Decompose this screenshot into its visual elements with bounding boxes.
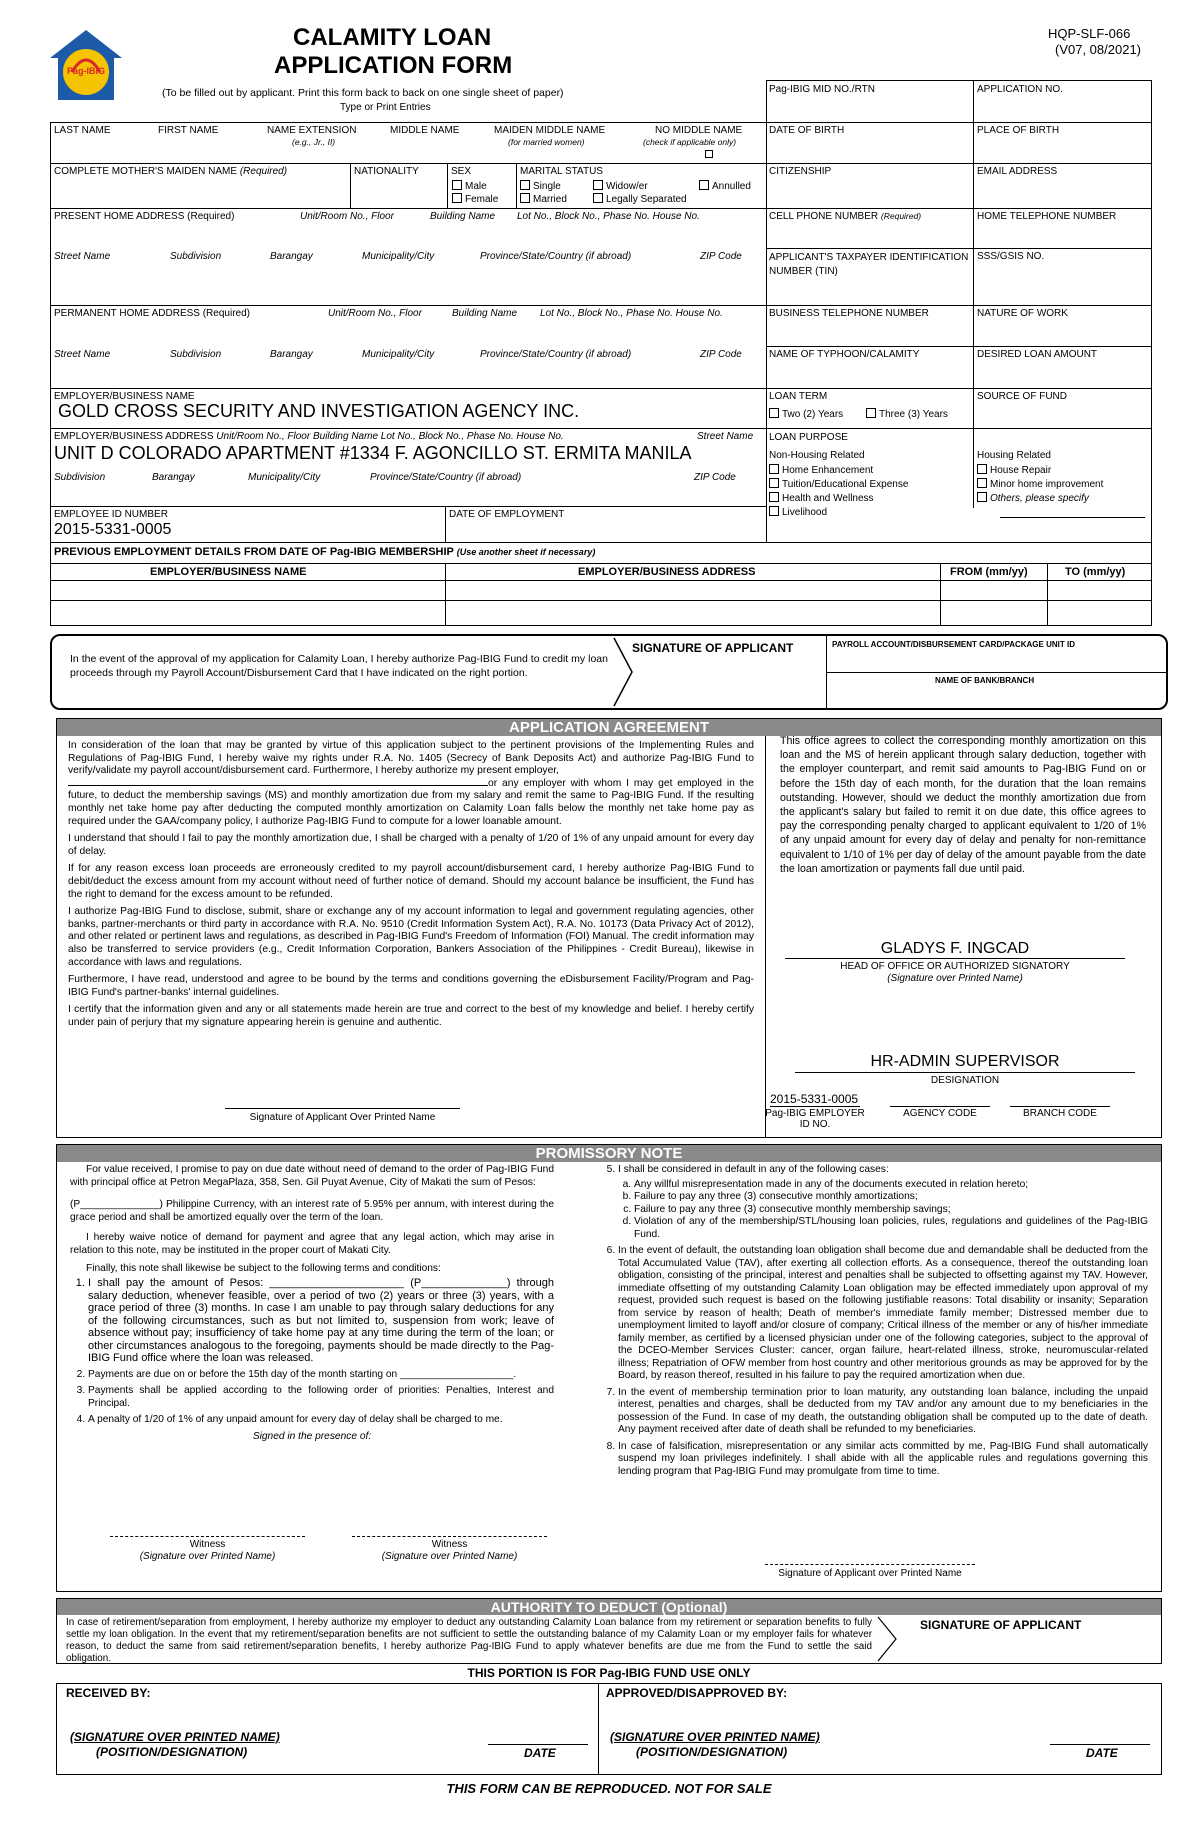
- permanent-subdivision-label: Subdivision: [170, 349, 222, 360]
- home-enhancement-label: Home Enhancement: [782, 465, 874, 476]
- agreement-p3: If for any reason excess loan proceeds are erroneously credited to my payroll account/disbursement card, I hereby authorize Pag-IBIG Fund to debit/deduct the excess amount from my account without need of further notice of demand. Should my account balance be insufficient, the Fund has the right to demand for the excess amount to be refunded.: [68, 863, 754, 900]
- received-signature-label: (SIGNATURE OVER PRINTED NAME): [70, 1730, 280, 1744]
- col-employer-address: EMPLOYER/BUSINESS ADDRESS: [578, 566, 756, 578]
- middle-name-label: MIDDLE NAME: [390, 125, 460, 136]
- application-no-label: APPLICATION NO.: [977, 84, 1063, 95]
- prev-employment-text: PREVIOUS EMPLOYMENT DETAILS FROM DATE OF Pag-IBIG MEMBERSHIP: [54, 546, 454, 558]
- nationality-label: NATIONALITY: [354, 166, 419, 177]
- footer-note: THIS FORM CAN BE REPRODUCED. NOT FOR SALE: [446, 1781, 772, 1796]
- permanent-barangay-label: Barangay: [270, 349, 313, 360]
- no-middle-checkbox[interactable]: [705, 150, 713, 158]
- employer-address-label: [54, 431, 564, 442]
- payroll-authorization-text: In the event of the approval of my application for Calamity Loan, I hereby authorize Pag-IBIG Fund to credit my loan proceeds through my Payroll Account/Disbursement Card that I have indicated on the right portion.: [70, 653, 608, 679]
- widower-option[interactable]: [593, 180, 648, 192]
- minor-improvement-option[interactable]: [977, 478, 1103, 490]
- permanent-address-label: PERMANENT HOME ADDRESS (Required): [54, 308, 250, 319]
- promissory-amount: (P______________) Philippine Currency, with an interest rate of 5.95% per annum, with interest during the grace period and shall be amortized equally over the term of the loan.: [70, 1199, 554, 1223]
- nature-work-label: NATURE OF WORK: [977, 308, 1068, 319]
- home-enhancement-option[interactable]: [769, 464, 873, 476]
- promissory-term-5: I shall be considered in default in any of the following cases:: [618, 1164, 889, 1175]
- others-option[interactable]: [977, 492, 1089, 504]
- office-agreement-text: This office agrees to collect the corresponding monthly amortization on this loan and the MS of herein applicant through salary deduction, together with the employer counterpart, and remit said amounts to Pag-IBIG Fund on or before the 15th day of each month, for the duration that the loan remains outstanding. However, should we deduct the monthly amortization due from the applicant's salary but failed to remit it on due date, this office agrees to pay the corresponding penalty charged to applicant equivalent to 1/20 of 1% of any unpaid amount for every day of delay and penalty for non-remittance equivalent to 1/10 of 1% per day of delay of the amount payable from the date the loan amortization or payments fall due until paid.: [780, 735, 1146, 875]
- agreement-p5: Furthermore, I have read, understood and agree to be bound by the terms and conditions governing the eDisbursement Facility/Program and Pag-IBIG Fund's partner-banks' internal guidelines.: [68, 974, 754, 998]
- maiden-middle-hint: (for married women): [508, 137, 585, 147]
- agreement-p6: I certify that the information given and any or all statements made herein are true and correct to the best of my knowledge and belief. I hereby certify under pain of perjury that my signature appearing herein is genuine and authentic.: [68, 1004, 754, 1028]
- marital-status-label: MARITAL STATUS: [520, 166, 603, 177]
- employer-name-value[interactable]: GOLD CROSS SECURITY AND INVESTIGATION AGENCY INC.: [58, 401, 580, 421]
- present-unit-label: Unit/Room No., Floor: [300, 211, 394, 222]
- name-extension-hint: (e.g., Jr., II): [292, 137, 336, 147]
- form-title-line2: APPLICATION FORM: [274, 52, 513, 79]
- no-middle-label: NO MIDDLE NAME: [655, 125, 743, 136]
- employer-address-parts: Unit/Room No., Floor Building Name Lot No., Block No., Phase No. House No.: [216, 431, 564, 442]
- typhoon-label: NAME OF TYPHOON/CALAMITY: [769, 349, 920, 360]
- payroll-account-label: PAYROLL ACCOUNT/DISBURSEMENT CARD/PACKAGE UNIT ID: [832, 640, 1075, 649]
- home-enhancement-checkbox[interactable]: [769, 464, 779, 474]
- col-to: [1065, 567, 1125, 578]
- health-label: Health and Wellness: [782, 493, 874, 504]
- fund-use-title: THIS PORTION IS FOR Pag-IBIG FUND USE ONLY: [467, 1666, 751, 1680]
- home-phone-label: HOME TELEPHONE NUMBER: [977, 211, 1117, 222]
- col-employer-name: EMPLOYER/BUSINESS NAME: [150, 566, 307, 578]
- authority-text: In case of retirement/separation from employment, I hereby authorize my employer to deduct any outstanding Calamity Loan balance from my retirement or separation benefits to fully settle my loan obligation. In the event that my retirement/separation benefits are not sufficient to settle the outstanding balance of my Calamity Loan or my employer fails for whatever reason, to deduct the same from said retirement/separation benefits, I hereby authorize Pag-IBIG Fund to apply whatever benefits are due me from the Fund to settle the said obligation.: [66, 1617, 872, 1664]
- received-position-label: (POSITION/DESIGNATION): [96, 1745, 248, 1759]
- approved-date-label: DATE: [1086, 1746, 1118, 1760]
- agreement-text-left: [68, 740, 754, 1034]
- present-zip-label: ZIP Code: [700, 251, 742, 262]
- employer-name-label: EMPLOYER/BUSINESS NAME: [54, 391, 195, 402]
- employer-barangay-label: Barangay: [152, 472, 195, 483]
- tuition-label: Tuition/Educational Expense: [782, 479, 909, 490]
- authority-signature-field[interactable]: [905, 1636, 1155, 1662]
- promissory-right: [600, 1164, 1148, 1482]
- prev-employment-row-2[interactable]: [51, 601, 1151, 625]
- minor-improvement-checkbox[interactable]: [977, 478, 987, 488]
- agreement-p1a: In consideration of the loan that may be granted by virtue of this application subject to the pertinent provisions of the Implementing Rules and Regulations of Pag-IBIG Fund, I hereby waive my rights under R.A. No. 1405 (Secrecy of Bank Deposits Act) and authorize Pag-IBIG Fund to verify/validate my payroll account/disbursement card. Furthermore, I hereby authorize my present employer,: [68, 740, 754, 777]
- mid-no-field[interactable]: [768, 96, 970, 120]
- male-checkbox[interactable]: [452, 180, 462, 190]
- agreement-p1b: or any employer with whom I may get employed: [488, 777, 722, 789]
- date-employment-label: DATE OF EMPLOYMENT: [449, 509, 565, 520]
- cell-phone-text: CELL PHONE NUMBER: [769, 211, 879, 222]
- email-label: EMAIL ADDRESS: [977, 166, 1058, 177]
- received-by-field[interactable]: [66, 1704, 586, 1730]
- legally-separated-option[interactable]: [593, 193, 687, 205]
- employer-address-text: EMPLOYER/BUSINESS ADDRESS: [54, 431, 214, 442]
- promissory-left: [70, 1164, 554, 1449]
- legally-separated-checkbox[interactable]: [593, 193, 603, 203]
- others-checkbox[interactable]: [977, 492, 987, 502]
- house-repair-label: House Repair: [990, 465, 1052, 476]
- employer-municipality-label: Municipality/City: [248, 472, 321, 483]
- sex-label: SEX: [451, 166, 472, 177]
- designation-label: DESIGNATION: [930, 1075, 1000, 1086]
- employer-street-label: Street Name: [697, 431, 754, 442]
- agreement-applicant-signature: Signature of Applicant Over Printed Name: [249, 1112, 436, 1123]
- no-middle-hint: (check if applicable only): [643, 137, 737, 147]
- authority-arrow-icon: [876, 1615, 898, 1663]
- promissory-term-6: 6. In the event of default, the outstanding loan obligation shall become due and demandable shall be deducted from the Total Accumulated Value (TAV), after exerting all collection efforts. As a consequence, thereof the outstanding loan obligation, consisting of the principal, interest and penalties shall be subjected to offsetting against my TAV. However, immediate offsetting of my outstanding Calamity Loan obligation may be effected immediately upon approval of my request, provided such request is based on the following justifiable reasons: Total disability or insanity; Separation from service by reason of health; Death of member's immediate family member; Distressed member due to unemployment limited to layoff and/or closure of company; Critical illness of the member or any of his/her immediate family member, as certified by a licensed physician under one of the following categories, subject to the approval of the DCEO-Member Services Cluster: cancer, organ failure, heart-related illness, stroke, neuromuscular-related illness; Repatriation of OFW member from host country and other meritorious grounds as may be approved for by the Board, by reason thereof, resulted in his failure to pay the required amortization when due.: [618, 1245, 1148, 1383]
- annulled-option[interactable]: [699, 180, 751, 192]
- promissory-applicant-signature: Signature of Applicant over Printed Name: [778, 1568, 962, 1579]
- permanent-building-label: Building Name: [452, 308, 518, 319]
- prev-employment-row-1[interactable]: [51, 581, 1151, 600]
- agency-code-label: AGENCY CODE: [903, 1108, 977, 1119]
- promissory-term-2: 2. Payments are due on or before the 15th day of the month starting on ____________________.: [88, 1369, 554, 1382]
- authority-signature-label: SIGNATURE OF APPLICANT: [920, 1618, 1082, 1632]
- livelihood-option[interactable]: [769, 506, 827, 518]
- livelihood-checkbox[interactable]: [769, 506, 779, 516]
- mid-no-label: Pag-IBIG MID NO./RTN: [769, 84, 875, 95]
- head-of-office-sub: (Signature over Printed Name): [887, 973, 1023, 984]
- agreement-p4: I authorize Pag-IBIG Fund to disclose, submit, share or exchange any of my account information to legal and government regulating agencies, other banks, partner-merchants or third party in accordance with R.A. No. 9510 (Credit Information System Act), R.A. No. 10173 (Data Privacy Act of 2012), and other related or pertinent laws and regulations, as described in Pag-IBIG Fund's Freedom of Information (FOI) Manual. The credit information may also be transferred to service providers (e.g., Credit Information Corporation, Bankers Association of the Philippines - Credit Bureau), likewise in accordance with laws and regulations.: [68, 906, 754, 968]
- employee-id-label: EMPLOYEE ID NUMBER: [54, 509, 168, 520]
- two-years-checkbox[interactable]: [769, 408, 779, 418]
- witness-2-label: Witness: [431, 1539, 468, 1550]
- promissory-finally: Finally, this note shall likewise be subject to the following terms and conditions:: [86, 1262, 441, 1274]
- promissory-intro: For value received, I promise to pay on due date without need of demand to the order of Pag-IBIG Fund with principal office at Petron MegaPlaza, 358, Sen. Gil Puyat Avenue, City of Makati the sum of Pesos:: [70, 1164, 554, 1188]
- others-label: Others, please specify: [990, 493, 1089, 504]
- permanent-municipality-label: Municipality/City: [362, 349, 435, 360]
- livelihood-label: Livelihood: [782, 507, 828, 518]
- sss-label: SSS/GSIS NO.: [977, 251, 1045, 262]
- widower-checkbox[interactable]: [593, 180, 603, 190]
- tuition-checkbox[interactable]: [769, 478, 779, 488]
- witness-2-sub: (Signature over Printed Name): [381, 1551, 518, 1562]
- instruction-text: (To be filled out by applicant. Print this form back to back on one single sheet of paper): [162, 87, 564, 99]
- three-years-label: Three (3) Years: [879, 409, 948, 420]
- name-extension-label: NAME EXTENSION: [267, 125, 357, 136]
- single-label: Single: [533, 181, 561, 192]
- two-years-option[interactable]: [769, 408, 843, 420]
- permanent-unit-label: Unit/Room No., Floor: [328, 308, 422, 319]
- married-checkbox[interactable]: [520, 193, 530, 203]
- payroll-signature-label: SIGNATURE OF APPLICANT: [632, 641, 794, 655]
- agreement-p1c: in the future, to deduct the membership savings (MS) and monthly amortization due from my salary and remit the same to Pag-IBIG Fund. If the resulting monthly net take home pay after deducting the computed monthly amortization on Calamity Loan falls below the monthly net take home pay as required under the GAA/company policy, I authorize Pag-IBIG Fund to compute for a lower loanable amount.: [68, 777, 754, 827]
- payroll-bank-label: NAME OF BANK/BRANCH: [935, 676, 1035, 685]
- employer-id-value[interactable]: 2015-5331-0005: [770, 1092, 859, 1106]
- sex-female-option[interactable]: [452, 193, 498, 205]
- employer-zip-label: ZIP Code: [694, 472, 736, 483]
- house-repair-checkbox[interactable]: [977, 464, 987, 474]
- prev-employment-label: [54, 547, 595, 558]
- promissory-term-8: 8. In case of falsification, misrepresentation or any similar acts committed by me, Pag-IBIG Fund shall automatically suspend my loan privileges indefinitely. I shall abide with all the applicable rules and regulations governing this lending program that Pag-IBIG Fund may promulgate from time to time.: [618, 1441, 1148, 1479]
- present-street-label: Street Name: [54, 251, 111, 262]
- promissory-title: PROMISSORY NOTE: [57, 1145, 1161, 1162]
- first-name-label: FIRST NAME: [158, 125, 219, 136]
- present-barangay-label: Barangay: [270, 251, 313, 262]
- permanent-street-label: Street Name: [54, 349, 111, 360]
- present-lot-label: Lot No., Block No., Phase No. House No.: [517, 211, 700, 222]
- permanent-province-label: Province/State/Country (if abroad): [480, 349, 632, 360]
- three-years-option[interactable]: [866, 408, 948, 420]
- payroll-signature-field[interactable]: [632, 660, 822, 705]
- employer-address-value[interactable]: UNIT D COLORADO APARTMENT #1334 F. AGONCILLO ST. ERMITA MANILA: [54, 443, 692, 463]
- mother-maiden-text: COMPLETE MOTHER'S MAIDEN NAME: [54, 166, 238, 177]
- agreement-title: APPLICATION AGREEMENT: [57, 719, 1161, 736]
- col-from-text: FROM (mm/yy): [950, 566, 1028, 578]
- present-province-label: Province/State/Country (if abroad): [480, 251, 632, 262]
- permanent-zip-label: ZIP Code: [700, 349, 742, 360]
- form-title-line1: CALAMITY LOAN: [293, 24, 492, 51]
- form-code: HQP-SLF-066: [1048, 26, 1131, 41]
- business-phone-label: BUSINESS TELEPHONE NUMBER: [769, 308, 929, 319]
- married-option[interactable]: [520, 193, 567, 205]
- approved-by-field[interactable]: [606, 1704, 1151, 1730]
- present-address-label: PRESENT HOME ADDRESS (Required): [54, 211, 235, 222]
- received-date-label: DATE: [524, 1746, 556, 1760]
- received-by-label: RECEIVED BY:: [66, 1686, 151, 1700]
- instruction-subtext: Type or Print Entries: [340, 102, 431, 113]
- witness-1-sub: (Signature over Printed Name): [139, 1551, 276, 1562]
- approved-position-label: (POSITION/DESIGNATION): [636, 1745, 788, 1759]
- head-of-office-label: HEAD OF OFFICE OR AUTHORIZED SIGNATORY: [840, 961, 1070, 972]
- agreement-p2: I understand that should I fail to pay the monthly amortization due, I shall be charged with a penalty of 1/20 of 1% of any unpaid amount for every day of delay.: [68, 833, 754, 857]
- logo-text: Pag-IBIG: [66, 66, 105, 76]
- form-version: (V07, 08/2021): [1055, 42, 1142, 57]
- branch-code-label: BRANCH CODE: [1023, 1108, 1097, 1119]
- maiden-middle-label: MAIDEN MIDDLE NAME: [494, 125, 606, 136]
- loan-term-label: LOAN TERM: [769, 391, 828, 402]
- non-housing-label: Non-Housing Related: [769, 450, 865, 461]
- mother-maiden-label: [54, 166, 287, 177]
- dob-label: DATE OF BIRTH: [769, 125, 845, 136]
- promissory-signed: Signed in the presence of:: [252, 1431, 372, 1443]
- promissory-term-5b: b. Failure to pay any three (3) consecutive monthly amortizations;: [634, 1191, 1148, 1204]
- promissory-term-5d: d. Violation of any of the membership/STL/housing loan policies, rules, regulations and guidelines of the Pag-IBIG Fund.: [634, 1216, 1148, 1241]
- employer-id-label: Pag-IBIG EMPLOYER ID NO.: [765, 1108, 865, 1130]
- male-label: Male: [465, 181, 487, 192]
- single-option[interactable]: [520, 180, 561, 192]
- witness-1-label: Witness: [189, 1539, 226, 1550]
- promissory-term-5a: a. Any willful misrepresentation made in any of the documents executed in relation hereto;: [634, 1179, 1148, 1192]
- sex-male-option[interactable]: [452, 180, 487, 192]
- health-option[interactable]: [769, 492, 874, 504]
- mother-required: (Required): [239, 166, 288, 177]
- col-from: [950, 567, 1028, 578]
- annulled-label: Annulled: [712, 181, 751, 192]
- female-checkbox[interactable]: [452, 193, 462, 203]
- employer-subdivision-label: Subdivision: [54, 472, 106, 483]
- approved-by-label: APPROVED/DISAPPROVED BY:: [606, 1686, 788, 1700]
- married-label: Married: [533, 194, 567, 205]
- cell-required: (Required): [880, 211, 922, 221]
- authority-title: AUTHORITY TO DEDUCT (Optional): [57, 1599, 1161, 1615]
- col-to-text: TO (mm/yy): [1065, 566, 1126, 578]
- promissory-term-1: 1. I shall pay the amount of Pesos: ______________________ (P______________) through salary deduction, whenever feasible, over a period of two (2) years or three (3) years, with a grace period of three (3) months. In case I am unable to pay through salary deductions for any of the following circumstances, such as but not limited to, suspension from work; leave of absence without pay; insufficiency of take home pay at any time during the term of the loan; or other circumstances analogous to the foregoing, payments should be made directly to the Pag-IBIG Fund office where the loan was released.: [88, 1277, 554, 1365]
- present-subdivision-label: Subdivision: [170, 251, 222, 262]
- cell-phone-label: [769, 211, 921, 222]
- health-checkbox[interactable]: [769, 492, 779, 502]
- minor-improvement-label: Minor home improvement: [990, 479, 1104, 490]
- housing-label: Housing Related: [977, 450, 1051, 461]
- desired-amount-label: DESIRED LOAN AMOUNT: [977, 349, 1098, 360]
- pob-label: PLACE OF BIRTH: [977, 125, 1060, 136]
- single-checkbox[interactable]: [520, 180, 530, 190]
- legally-separated-label: Legally Separated: [606, 194, 687, 205]
- loan-purpose-label: LOAN PURPOSE: [769, 432, 848, 443]
- citizenship-label: CITIZENSHIP: [769, 166, 832, 177]
- promissory-term-4: 4. A penalty of 1/20 of 1% of any unpaid amount for every day of delay shall be charged to me.: [88, 1414, 554, 1427]
- promissory-term-3: 3. Payments shall be applied according to the following order of priorities: Penalties, Interest and Principal.: [88, 1385, 554, 1410]
- tuition-option[interactable]: [769, 478, 908, 490]
- prev-employment-note: (Use another sheet if necessary): [456, 547, 596, 557]
- permanent-lot-label: Lot No., Block No., Phase No. House No.: [540, 308, 723, 319]
- employer-province-label: Province/State/Country (if abroad): [370, 472, 522, 483]
- source-fund-label: SOURCE OF FUND: [977, 391, 1067, 402]
- three-years-checkbox[interactable]: [866, 408, 876, 418]
- house-repair-option[interactable]: [977, 464, 1051, 476]
- promissory-term-5c: c. Failure to pay any three (3) consecutive monthly membership savings;: [634, 1204, 1148, 1217]
- designation-value[interactable]: HR-ADMIN SUPERVISOR: [870, 1053, 1060, 1070]
- promissory-term-7: 7. In the event of membership termination prior to loan maturity, any outstanding loan balance, including the unpaid interest, penalties and charges, shall be deducted from my TAV and/or any amount due to my beneficiaries in the possession of the Fund. In case of my death, the outstanding obligation shall be computed up to the date of death. Any payment received after date of death shall be refunded to my beneficiaries.: [618, 1387, 1148, 1437]
- two-years-label: Two (2) Years: [782, 409, 844, 420]
- promissory-waive: I hereby waive notice of demand for payment and agree that any legal action, which may arise in relation to this note, may be instituted in the proper court of Makati City.: [70, 1232, 554, 1256]
- present-building-label: Building Name: [430, 211, 496, 222]
- widower-label: Widow/er: [606, 181, 648, 192]
- approved-signature-label: (SIGNATURE OVER PRINTED NAME): [610, 1730, 820, 1744]
- last-name-label: LAST NAME: [54, 125, 111, 136]
- annulled-checkbox[interactable]: [699, 180, 709, 190]
- present-municipality-label: Municipality/City: [362, 251, 435, 262]
- head-of-office-name[interactable]: GLADYS F. INGCAD: [880, 940, 1030, 957]
- payroll-arrow-icon: [612, 636, 634, 708]
- tin-label: APPLICANT'S TAXPAYER IDENTIFICATION NUMBER (TIN): [769, 252, 969, 277]
- female-label: Female: [465, 194, 499, 205]
- employee-id-value[interactable]: 2015-5331-0005: [54, 521, 172, 538]
- application-no-field[interactable]: [975, 96, 1149, 120]
